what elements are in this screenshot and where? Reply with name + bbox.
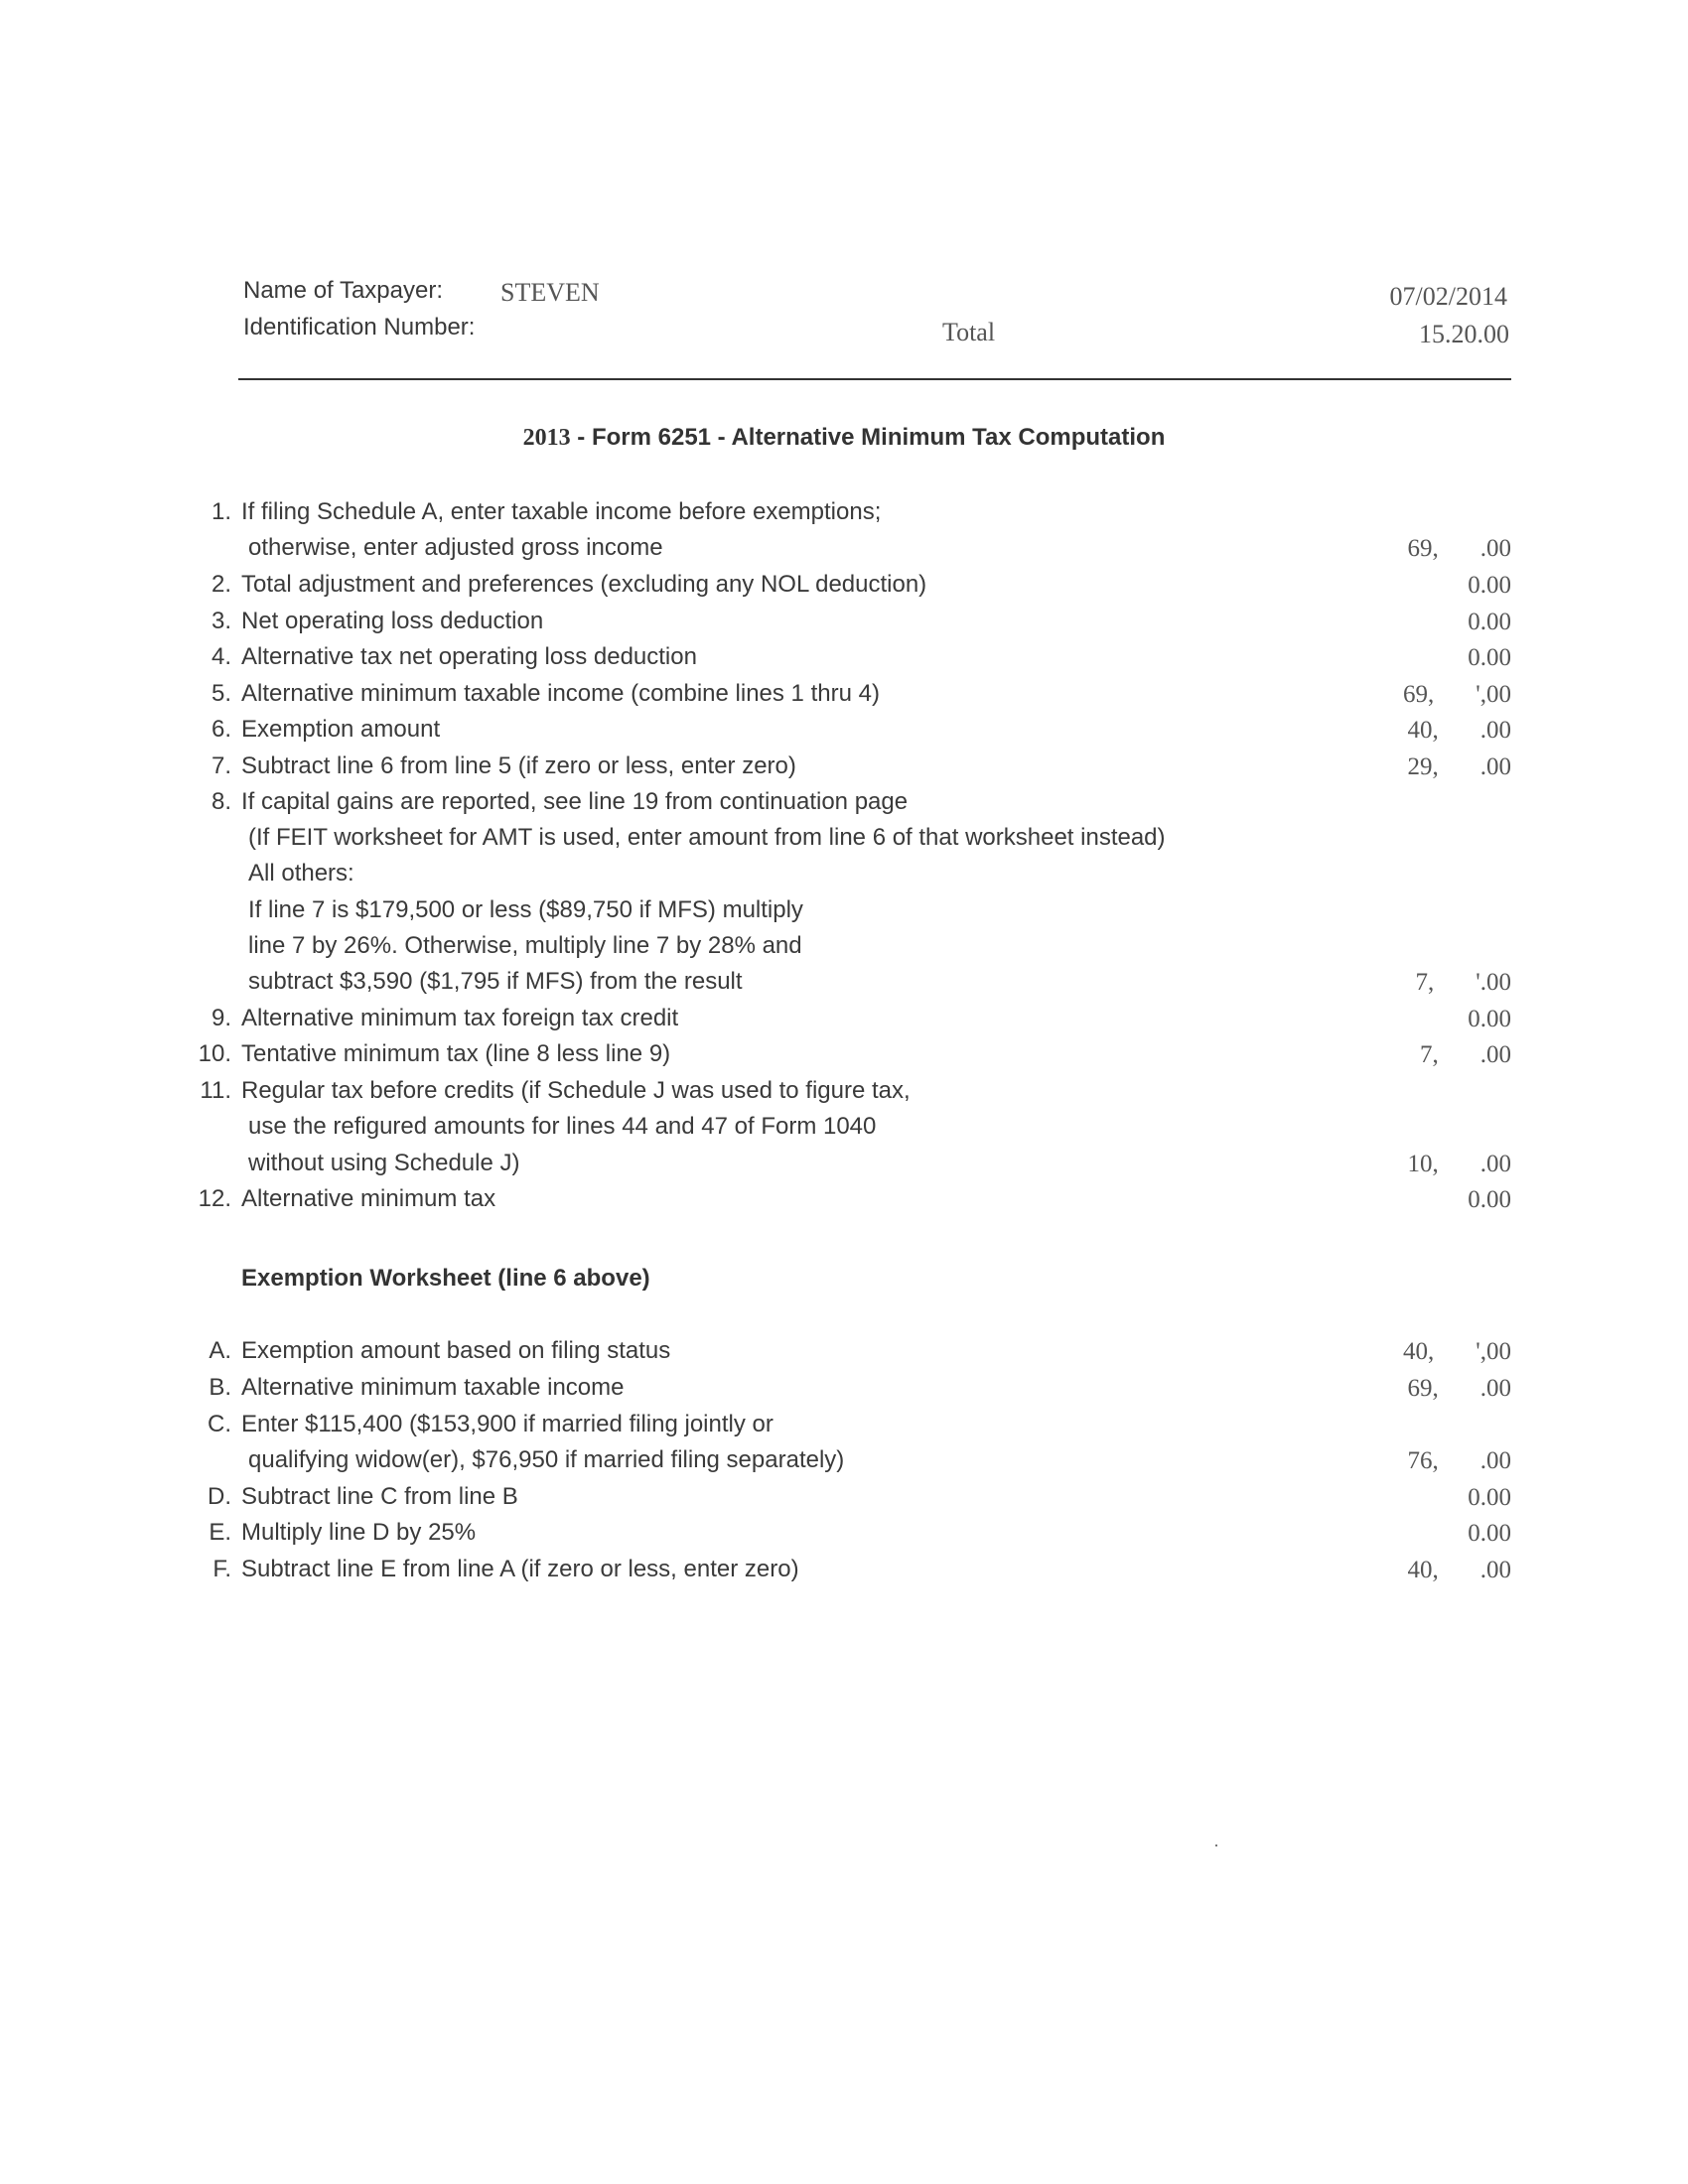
line-description: Exemption amount	[241, 716, 441, 743]
line-description: Regular tax before credits (if Schedule J was used to figure tax,	[241, 1077, 911, 1104]
amount-cents: 0.00	[1468, 609, 1511, 635]
line-description: otherwise, enter adjusted gross income	[248, 534, 663, 561]
amount-whole: 69,	[1407, 535, 1439, 562]
line-number: 7.	[211, 752, 231, 779]
line-amount	[1408, 717, 1512, 745]
line-description: Subtract line 6 from line 5 (if zero or less, enter zero)	[241, 752, 796, 779]
line-amount	[1415, 969, 1511, 997]
line-amount	[1408, 535, 1512, 563]
line-number: B.	[209, 1374, 231, 1401]
amount-cents: '.00	[1476, 969, 1511, 996]
amount-cents: 0.00	[1468, 1520, 1511, 1547]
line-amount	[1468, 572, 1511, 600]
line-number: C.	[208, 1411, 231, 1437]
line-amount	[1408, 1447, 1512, 1475]
exemption-worksheet-title: Exemption Worksheet (line 6 above)	[241, 1265, 650, 1292]
line-description: (If FEIT worksheet for AMT is used, enter amount from line 6 of that worksheet instead)	[248, 824, 1166, 851]
line-description: use the refigured amounts for lines 44 and 47 of Form 1040	[248, 1113, 877, 1140]
line-description: line 7 by 26%. Otherwise, multiply line 7 by 28% and	[248, 932, 802, 959]
line-description: Net operating loss deduction	[241, 608, 544, 634]
line-amount	[1468, 1484, 1511, 1512]
amount-cents: ',00	[1476, 681, 1511, 708]
line-number: 2.	[211, 571, 231, 598]
amount-whole: 29,	[1407, 753, 1439, 780]
line-amount	[1468, 1006, 1511, 1033]
line-description: If line 7 is $179,500 or less ($89,750 if MFS) multiply	[248, 896, 803, 923]
line-number: 11.	[200, 1077, 231, 1104]
amount-whole: 76,	[1407, 1447, 1439, 1474]
line-description: Enter $115,400 ($153,900 if married filing jointly or	[241, 1411, 774, 1437]
line-number: 9.	[211, 1005, 231, 1031]
line-number: E.	[209, 1519, 231, 1546]
line-description: Alternative minimum tax	[241, 1185, 496, 1212]
total-label: Total	[942, 318, 996, 346]
amount-cents: 0.00	[1468, 572, 1511, 599]
amount-cents: .00	[1479, 753, 1511, 780]
line-description: Exemption amount based on filing status	[241, 1337, 671, 1364]
line-description: Tentative minimum tax (line 8 less line 9)	[241, 1040, 671, 1067]
header-divider	[238, 378, 1511, 380]
line-description: Alternative minimum taxable income (combine lines 1 thru 4)	[241, 680, 880, 707]
print-time: 15.20.00	[1419, 320, 1509, 348]
line-number: 1.	[211, 498, 231, 525]
amount-cents: 0.00	[1468, 1484, 1511, 1511]
amount-whole: 10,	[1407, 1151, 1439, 1177]
line-description: without using Schedule J)	[248, 1150, 520, 1176]
line-number: 4.	[211, 643, 231, 670]
amount-whole: 40,	[1407, 717, 1439, 744]
line-amount	[1408, 1375, 1512, 1403]
amount-whole: 40,	[1402, 1338, 1435, 1365]
amount-whole: 40,	[1407, 1557, 1439, 1583]
line-amount	[1468, 1520, 1511, 1548]
line-description: Total adjustment and preferences (excluding any NOL deduction)	[241, 571, 927, 598]
amount-cents: 0.00	[1468, 1006, 1511, 1032]
line-amount	[1468, 644, 1511, 672]
line-number: 6.	[211, 716, 231, 743]
line-description: If capital gains are reported, see line 19 from continuation page	[241, 788, 909, 815]
line-description: Alternative tax net operating loss deduction	[241, 643, 697, 670]
line-amount	[1468, 609, 1511, 636]
amount-cents: .00	[1479, 717, 1511, 744]
amount-cents: .00	[1479, 1151, 1511, 1177]
line-description: Subtract line E from line A (if zero or less, enter zero)	[241, 1556, 799, 1582]
amount-whole: 7,	[1420, 1041, 1439, 1068]
print-date: 07/02/2014	[1389, 282, 1507, 311]
line-description: If filing Schedule A, enter taxable income before exemptions;	[241, 498, 882, 525]
amount-whole: 7,	[1415, 969, 1435, 996]
line-amount	[1403, 1338, 1511, 1366]
line-amount	[1408, 1557, 1512, 1584]
amount-cents: .00	[1479, 1375, 1511, 1402]
line-description: qualifying widow(er), $76,950 if married filing separately)	[248, 1446, 845, 1473]
line-amount	[1403, 681, 1511, 709]
line-number: 10.	[198, 1040, 231, 1067]
amount-whole: 69,	[1407, 1375, 1439, 1402]
line-amount	[1468, 1186, 1511, 1214]
line-number: 5.	[211, 680, 231, 707]
line-description: Alternative minimum tax foreign tax credit	[241, 1005, 679, 1031]
amount-cents: .00	[1479, 535, 1511, 562]
line-description: Alternative minimum taxable income	[241, 1374, 625, 1401]
line-number: F.	[212, 1556, 231, 1582]
line-number: D.	[208, 1483, 231, 1510]
amount-cents: 0.00	[1468, 644, 1511, 671]
line-number: 8.	[211, 788, 231, 815]
amount-cents: .00	[1479, 1557, 1511, 1583]
scan-speck	[1215, 1844, 1217, 1846]
line-number: A.	[209, 1337, 231, 1364]
amount-cents: ',00	[1476, 1338, 1511, 1365]
taxpayer-name-value: STEVEN	[500, 278, 600, 307]
line-description: Multiply line D by 25%	[241, 1519, 477, 1546]
line-description: subtract $3,590 ($1,795 if MFS) from the result	[248, 968, 743, 995]
tax-year: 2013	[522, 425, 571, 451]
identification-number-label: Identification Number:	[243, 314, 476, 341]
amount-cents: 0.00	[1468, 1186, 1511, 1213]
line-amount	[1420, 1041, 1511, 1069]
form-title	[0, 424, 1688, 452]
taxpayer-name-label: Name of Taxpayer:	[243, 277, 443, 304]
line-number: 12.	[198, 1185, 231, 1212]
line-amount	[1408, 753, 1512, 781]
amount-cents: .00	[1479, 1447, 1511, 1474]
form-title-text: - Form 6251 - Alternative Minimum Tax Computation	[577, 424, 1166, 451]
amount-cents: .00	[1479, 1041, 1511, 1068]
amount-whole: 69,	[1402, 681, 1435, 708]
line-number: 3.	[211, 608, 231, 634]
line-amount	[1408, 1151, 1512, 1178]
line-description: All others:	[248, 860, 354, 887]
line-description: Subtract line C from line B	[241, 1483, 518, 1510]
